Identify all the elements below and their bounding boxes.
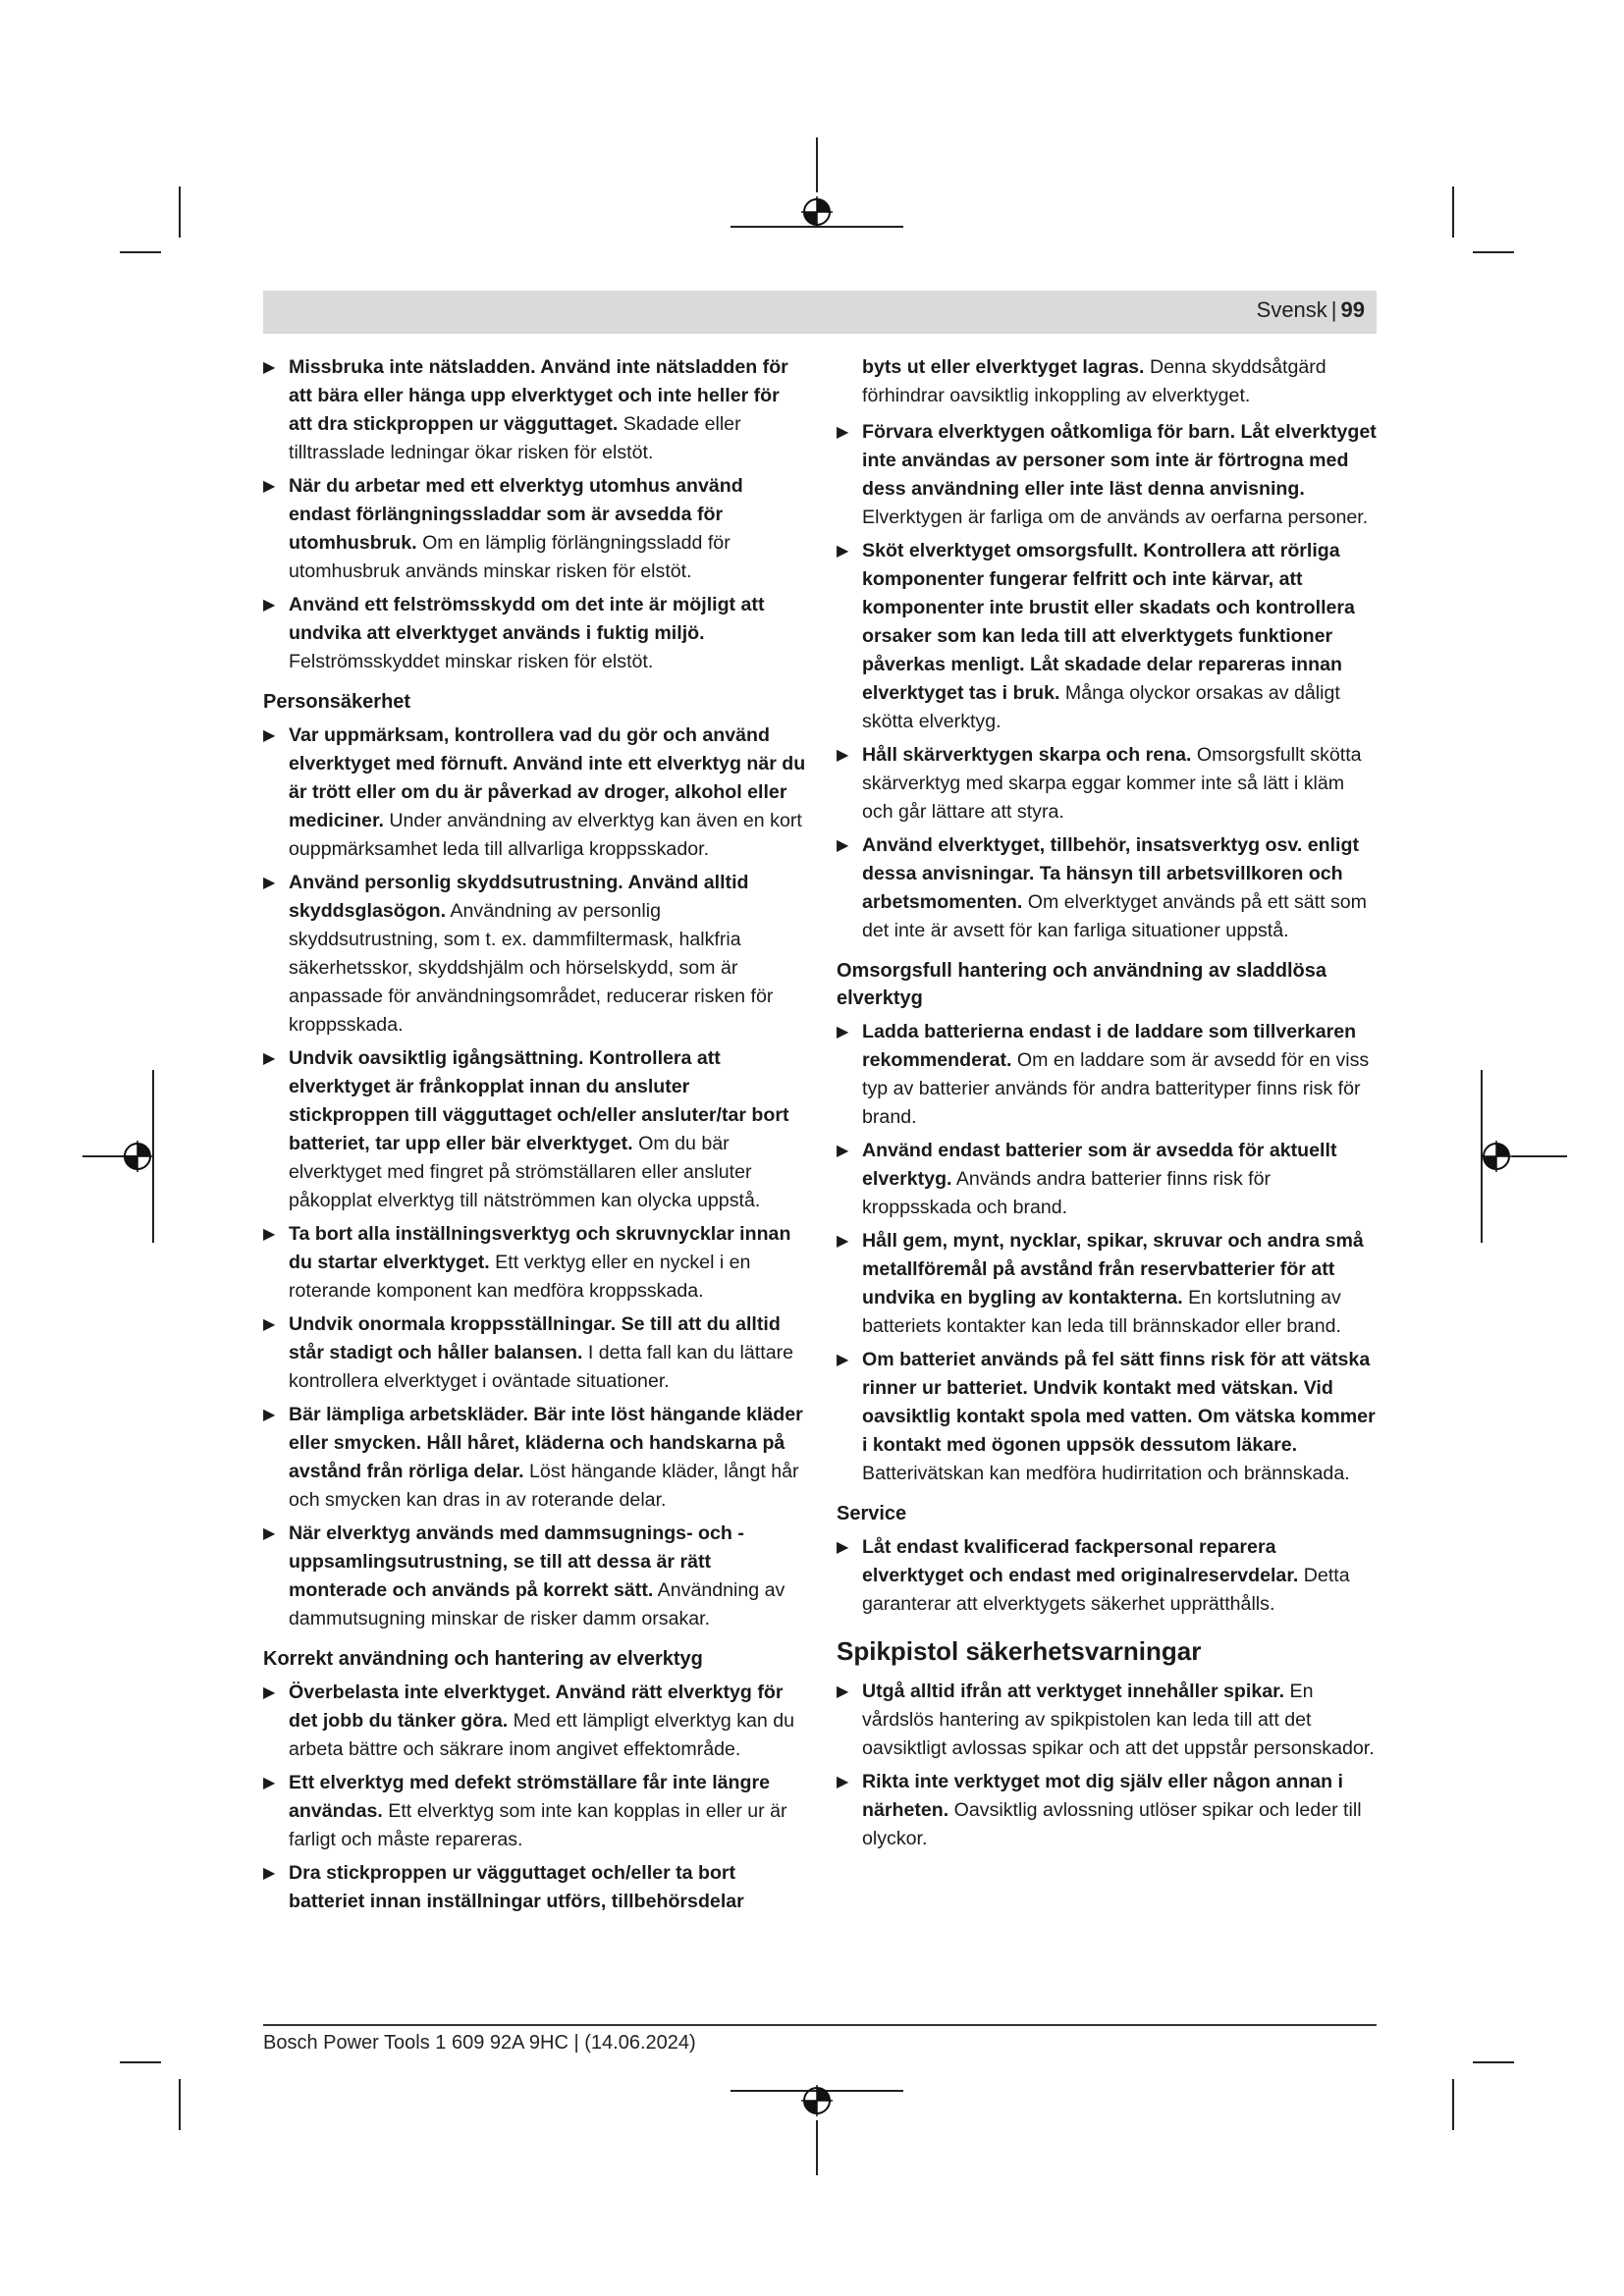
bullet-arrow-icon: ▶ [263, 875, 276, 891]
item-text: En kortslutning av batteriets kontakter kan leda till brännskador eller brand. [862, 1287, 1341, 1337]
bullet-arrow-icon: ▶ [837, 1024, 849, 1041]
item-bold: Missbruka inte nätsladden. Använd inte nätsladden för att bära eller hänga upp elverktyget och inte heller för att dra stickproppen ur vägguttaget. [289, 356, 788, 435]
bullet-arrow-icon: ▶ [263, 1316, 276, 1333]
header-language: Svensk [1256, 297, 1327, 322]
page-header [263, 291, 1377, 334]
bullet-arrow-icon: ▶ [837, 747, 849, 764]
item-text: Används andra batterier finns risk för kroppsskada och brand. [862, 1168, 1272, 1218]
item-text: Om en lämplig förlängningssladd för utomhusbruk används minskar risken för elstöt. [289, 532, 731, 582]
item-text: Ett elverktyg som inte kan kopplas in eller ur är farligt och måste repareras. [289, 1800, 787, 1850]
item-text: Elverktygen är farliga om de används av oerfarna personer. [862, 507, 1369, 528]
crop-mark [120, 251, 161, 253]
list-item [263, 1520, 808, 1633]
item-bold: Använd personlig skyddsutrustning. Använd alltid skyddsglasögon. [289, 872, 749, 922]
list-item [263, 1220, 808, 1306]
item-text: Ett verktyg eller en nyckel i en roterande komponent kan medföra kroppsskada. [289, 1252, 751, 1302]
crop-mark [120, 2061, 161, 2063]
list-item [263, 353, 808, 467]
item-bold: Låt endast kvalificerad fackpersonal reparera elverktyget och endast med originalreservdelar. [862, 1536, 1299, 1586]
item-text: Under användning av elverktyg kan även en kort ouppmärksamhet leda till allvarliga kroppsskador. [289, 810, 802, 860]
item-bold: Rikta inte verktyget mot dig själv eller någon annan i närheten. [862, 1771, 1343, 1821]
list-item [263, 1769, 808, 1854]
item-text: Detta garanterar att elverktygets säkerhet upprätthålls. [862, 1565, 1350, 1615]
item-text: Felströmsskyddet minskar risken för elstöt. [289, 651, 654, 672]
bullet-arrow-icon: ▶ [837, 1143, 849, 1159]
bullet-arrow-icon: ▶ [263, 1865, 276, 1882]
item-bold: Utgå alltid ifrån att verktyget innehåller spikar. [862, 1681, 1285, 1702]
item-text: Löst hängande kläder, långt hår och smycken kan dras in av roterande delar. [289, 1461, 799, 1511]
left-column [263, 353, 808, 1921]
item-text: Batterivätskan kan medföra hudirritation och brännskada. [862, 1463, 1350, 1484]
list-item [263, 721, 808, 864]
bullet-arrow-icon: ▶ [263, 359, 276, 376]
header-separator: | [1330, 297, 1337, 322]
list-item [263, 1401, 808, 1515]
item-bold: När elverktyg används med dammsugnings- och -uppsamlingsutrustning, se till att dessa är rätt monterade och används på korrekt sätt. [289, 1522, 744, 1601]
item-bold: Använd endast batterier som är avsedda för aktuellt elverktyg. [862, 1140, 1337, 1190]
bullet-arrow-icon: ▶ [837, 1539, 849, 1556]
item-bold: Håll gem, mynt, nycklar, spikar, skruvar och andra små metallföremål på avstånd från reservbatterier för att undvika en bygling av kontakterna. [862, 1230, 1364, 1308]
right-column [837, 353, 1379, 1858]
list-item [837, 1227, 1379, 1341]
section-heading-battery-tools: Omsorgsfull hantering och användning av sladdlösa elverktyg [837, 960, 1326, 1009]
item-text: Skadade eller tilltrasslade ledningar ökar risken för elstöt. [289, 413, 741, 463]
section-heading-service: Service [837, 1503, 907, 1524]
item-text: En vårdslös hantering av spikpistolen kan leda till att det oavsiktligt avlossas spikar och att det uppstår personskador. [862, 1681, 1375, 1759]
item-text: Oavsiktlig avlossning utlöser spikar och leder till olyckor. [862, 1799, 1362, 1849]
bullet-arrow-icon: ▶ [263, 1407, 276, 1423]
item-bold: Ladda batterierna endast i de laddare som tillverkaren rekommenderat. [862, 1021, 1357, 1071]
crop-mark [816, 2120, 818, 2175]
bullet-arrow-icon: ▶ [837, 837, 849, 854]
list-item [837, 1018, 1379, 1132]
bullet-arrow-icon: ▶ [263, 1684, 276, 1701]
section-heading-correct-use: Korrekt användning och hantering av elverktyg [263, 1648, 703, 1670]
section-heading-nailer-warnings: Spikpistol säkerhetsvarningar [837, 1636, 1202, 1666]
bullet-arrow-icon: ▶ [263, 478, 276, 495]
continued-item [837, 353, 1379, 410]
list-item [263, 472, 808, 586]
item-bold: Använd elverktyget, tillbehör, insatsverktyg osv. enligt dessa anvisningar. Ta hänsyn till arbetsvillkoren och arbetsmomenten. [862, 834, 1359, 913]
item-bold: Undvik onormala kroppsställningar. Se till att du alltid står stadigt och håller balansen. [289, 1313, 781, 1363]
crop-mark [816, 137, 818, 192]
item-text: Användning av personlig skyddsutrustning, som t. ex. dammfiltermask, halkfria säkerhetsskor, skyddshjälm och hörselskydd, som är anpassade för användningsområdet, reducerar risken för kroppsskada. [289, 900, 774, 1036]
list-item [263, 1044, 808, 1215]
list-item [837, 831, 1379, 945]
crop-mark [179, 187, 181, 238]
bullet-arrow-icon: ▶ [263, 727, 276, 744]
registration-mark-top [801, 196, 833, 228]
list-item [837, 537, 1379, 736]
item-text: Många olyckor orsakas av dåligt skötta elverktyg. [862, 682, 1340, 732]
bullet-arrow-icon: ▶ [263, 1226, 276, 1243]
section-heading-personal-safety: Personsäkerhet [263, 691, 411, 713]
item-bold: Undvik oavsiktlig igångsättning. Kontrollera att elverktyget är frånkopplat innan du ansluter stickproppen till vägguttaget och/eller ansluter/tar bort batteriet, tar upp eller bär elverktyget. [289, 1047, 789, 1154]
list-item [837, 1346, 1379, 1488]
item-bold: Överbelasta inte elverktyget. Använd rätt elverktyg för det jobb du tänker göra. [289, 1682, 784, 1732]
item-bold: Ett elverktyg med defekt strömställare får inte längre användas. [289, 1772, 771, 1822]
item-bold: Var uppmärksam, kontrollera vad du gör och använd elverktyget med förnuft. Använd inte ett elverktyg när du är trött eller om du är påverkad av droger, alkohol eller mediciner. [289, 724, 806, 831]
item-text: Omsorgsfullt skötta skärverktyg med skarpa eggar kommer inte så lätt i kläm och går lättare att styra. [862, 744, 1362, 823]
registration-mark-left [122, 1141, 153, 1172]
bullet-arrow-icon: ▶ [263, 597, 276, 614]
list-item [837, 1678, 1379, 1763]
bullet-arrow-icon: ▶ [837, 1774, 849, 1790]
item-bold: Använd ett felströmsskydd om det inte är möjligt att undvika att elverktyget används i fuktig miljö. [289, 594, 765, 644]
list-item [837, 1137, 1379, 1222]
item-bold: byts ut eller elverktyget lagras. [862, 356, 1145, 378]
list-item [263, 869, 808, 1040]
footer-text: Bosch Power Tools 1 609 92A 9HC | (14.06.2024) [263, 2032, 696, 2054]
item-text: Denna skyddsåtgärd förhindrar oavsiktlig inkoppling av elverktyget. [862, 356, 1326, 406]
item-text: Om du bär elverktyget med fingret på strömställaren eller ansluter påkopplat elverktyg till nätströmmen kan olycka uppstå. [289, 1133, 761, 1211]
header-text [1257, 297, 1365, 323]
item-text: I detta fall kan du lättare kontrollera elverktyget i oväntade situationer. [289, 1342, 794, 1392]
bullet-arrow-icon: ▶ [263, 1775, 276, 1791]
list-item [263, 1679, 808, 1764]
page-number: 99 [1340, 297, 1365, 322]
list-item [837, 741, 1379, 827]
crop-mark [1452, 187, 1454, 238]
registration-mark-bottom [801, 2085, 833, 2116]
item-bold: Dra stickproppen ur vägguttaget och/eller ta bort batteriet innan inställningar utförs, tillbehörsdelar [289, 1862, 744, 1912]
item-text: Om elverktyget används på ett sätt som det inte är avsett för kan farliga situationer uppstå. [862, 891, 1367, 941]
bullet-arrow-icon: ▶ [837, 543, 849, 560]
bullet-arrow-icon: ▶ [263, 1525, 276, 1542]
list-item [837, 1768, 1379, 1853]
list-item [263, 591, 808, 676]
list-item [837, 418, 1379, 532]
item-text: Med ett lämpligt elverktyg kan du arbeta bättre och säkrare inom angivet effektområde. [289, 1710, 795, 1760]
bullet-arrow-icon: ▶ [837, 1233, 849, 1250]
item-bold: Ta bort alla inställningsverktyg och skruvnycklar innan du startar elverktyget. [289, 1223, 791, 1273]
list-item [837, 1533, 1379, 1619]
footer-rule [263, 2024, 1377, 2026]
bullet-arrow-icon: ▶ [837, 1683, 849, 1700]
crop-mark [1452, 2079, 1454, 2130]
item-bold: Bär lämpliga arbetskläder. Bär inte löst hängande kläder eller smycken. Håll håret, kläderna och handskarna på avstånd från rörliga delar. [289, 1404, 803, 1482]
crop-mark [1473, 251, 1514, 253]
list-item [263, 1310, 808, 1396]
item-bold: Förvara elverktygen oåtkomliga för barn. Låt elverktyget inte användas av personer som inte är förtrogna med dess användning eller inte läst denna anvisning. [862, 421, 1377, 500]
bullet-arrow-icon: ▶ [837, 424, 849, 441]
crop-mark [1473, 2061, 1514, 2063]
item-text: Om en laddare som är avsedd för en viss typ av batterier används för andra batterityper finns risk för brand. [862, 1049, 1370, 1128]
crop-mark [179, 2079, 181, 2130]
item-bold: Håll skärverktygen skarpa och rena. [862, 744, 1192, 766]
item-bold: När du arbetar med ett elverktyg utomhus använd endast förlängningssladdar som är avsedda för utomhusbruk. [289, 475, 743, 554]
bullet-arrow-icon: ▶ [263, 1050, 276, 1067]
list-item [263, 1859, 808, 1916]
item-bold: Sköt elverktyget omsorgsfullt. Kontrollera att rörliga komponenter fungerar felfritt och inte kärvar, att komponenter inte brustit eller skadats och kontrollera orsaker som kan leda till att elverktygets funktioner påverkas menligt. Låt skadade delar repareras innan elverktyget tas i bruk. [862, 540, 1355, 704]
item-bold: Om batteriet används på fel sätt finns risk för att vätska rinner ur batteriet. Undvik kontakt med vätskan. Vid oavsiktlig kontakt spola med vatten. Om vätska kommer i kontakt med ögonen uppsök dessutom läkare. [862, 1349, 1376, 1456]
registration-mark-right [1481, 1141, 1512, 1172]
bullet-arrow-icon: ▶ [837, 1352, 849, 1368]
crop-mark [1512, 1155, 1567, 1157]
item-text: Användning av dammutsugning minskar de risker damm orsakar. [289, 1579, 785, 1629]
